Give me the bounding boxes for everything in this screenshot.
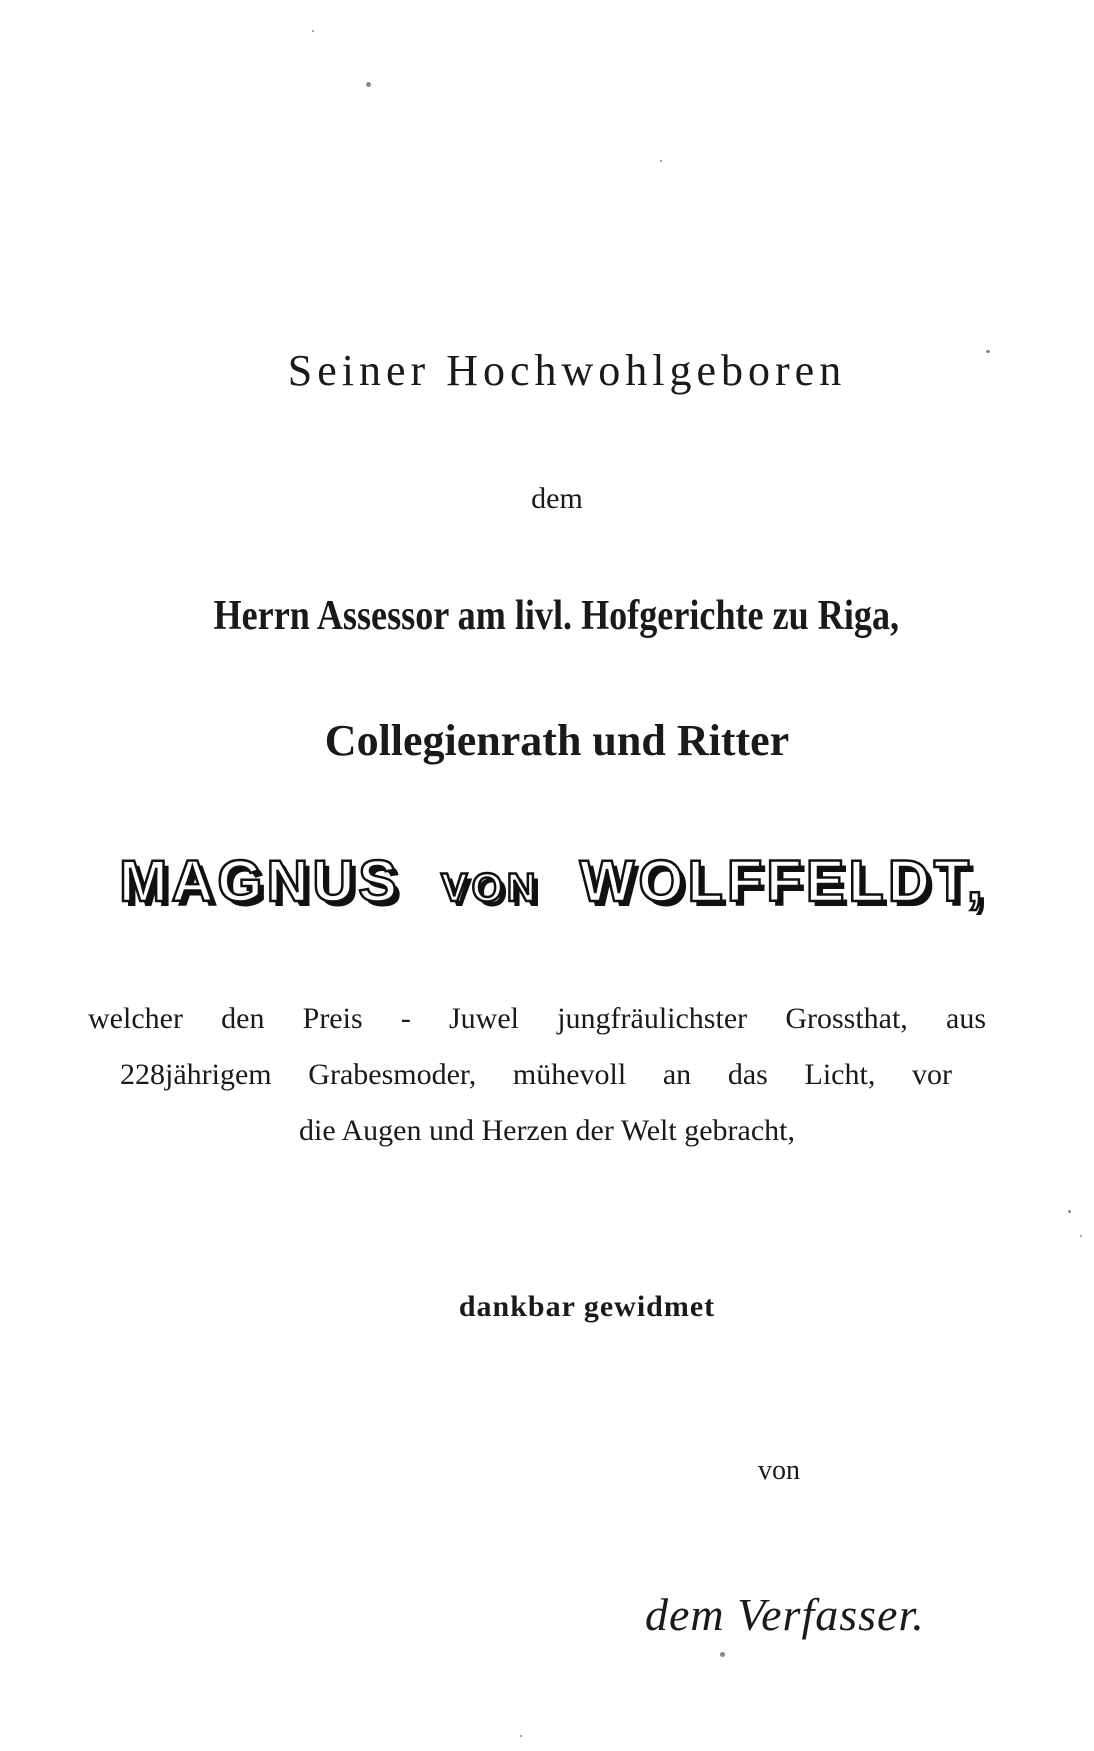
author-signoff: dem Verfasser. bbox=[645, 1589, 925, 1640]
print-speck bbox=[520, 1735, 522, 1737]
body-line-3: die Augen und Herzen der Welt gebracht, bbox=[298, 1114, 795, 1147]
article-line: dem bbox=[531, 482, 583, 515]
honoree-name bbox=[0, 848, 1094, 915]
print-speck bbox=[1080, 1235, 1082, 1237]
rank-line: Collegienrath und Ritter bbox=[324, 716, 790, 765]
print-speck bbox=[660, 160, 662, 162]
title-line: Herrn Assessor am livl. Hofgerichte zu Riga, bbox=[213, 593, 900, 639]
print-speck bbox=[986, 350, 990, 353]
dedication-phrase: dankbar gewidmet bbox=[458, 1290, 716, 1323]
print-speck bbox=[720, 1652, 725, 1657]
print-speck bbox=[1068, 1210, 1071, 1213]
body-line-2: 228jährigem Grabesmoder, mühevoll an das Licht, vor bbox=[120, 1058, 952, 1091]
print-speck bbox=[312, 30, 314, 32]
from-word: von bbox=[758, 1455, 800, 1486]
name-particle: VON bbox=[440, 866, 540, 910]
name-surname: WOLFFELDT, bbox=[579, 849, 987, 914]
salutation-line: Seiner Hochwohlgeboren bbox=[287, 346, 847, 395]
print-speck bbox=[366, 82, 371, 87]
body-line-1: welcher den Preis - Juwel jungfräulichster Grossthat, aus bbox=[88, 1002, 986, 1035]
name-first: MAGNUS bbox=[119, 849, 401, 914]
